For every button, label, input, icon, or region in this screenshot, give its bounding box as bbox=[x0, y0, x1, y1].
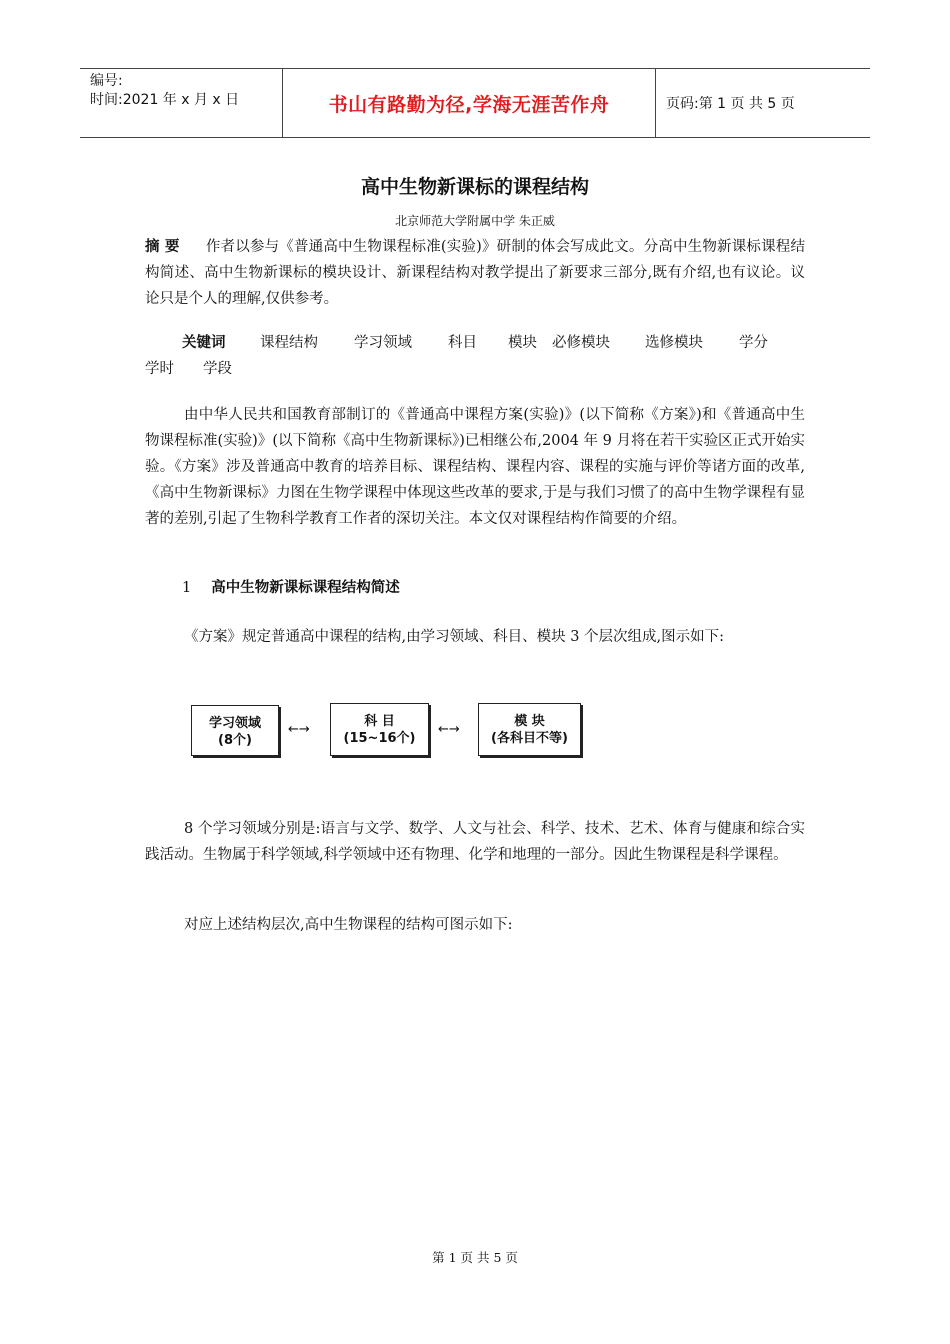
keyword-item: 学分 bbox=[739, 335, 768, 351]
section-paragraph: 对应上述结构层次,高中生物课程的结构可图示如下: bbox=[184, 917, 513, 933]
keyword-item: 学段 bbox=[203, 361, 232, 377]
double-arrow-icon: ←→ bbox=[438, 722, 460, 737]
keywords-row bbox=[145, 330, 825, 356]
box-count: (8个) bbox=[218, 733, 252, 748]
keyword-item: 模块 bbox=[508, 335, 537, 351]
author-line: 北京师范大学附属中学 朱正威 bbox=[395, 214, 555, 228]
keywords-label: 关键词 bbox=[182, 335, 226, 351]
intro-paragraph: 由中华人民共和国教育部制订的《普通高中课程方案(实验)》(以下简称《方案》)和《普通高中生物课程标准(实验)》(以下简称《高中生物新课标》)已相继公布,2004 年 9 月将在若干实验区正式开始实验。《方案》涉及普通高中教育的培养目标、课程结构、课程内容、课程的实施与评价等诸方面的改革,《高中生物新课标》力图在生物学课程中体现这些改革的要求,于是与我们习惯了的高中生物学课程有显著的差别,引起了生物科学教育工作者的深切关注。本文仅对课程结构作简要的介绍。 bbox=[145, 407, 805, 527]
header-meta bbox=[80, 69, 282, 137]
box-title: 科 目 bbox=[364, 714, 395, 729]
keyword-item: 科目 bbox=[448, 335, 477, 351]
abstract-label: 摘 要 bbox=[145, 239, 180, 255]
page-info: 页码:第 1 页 共 5 页 bbox=[666, 96, 795, 112]
box-title: 模 块 bbox=[514, 714, 545, 729]
abstract-paragraph bbox=[145, 234, 805, 312]
number-label: 编号: bbox=[90, 73, 123, 89]
time-label: 时间:2021 年 x 月 x 日 bbox=[90, 92, 240, 108]
abstract-text: 作者以参与《普通高中生物课程标准(实验)》研制的体会写成此文。分高中生物新课标课程结构简述、高中生物新课标的模块设计、新课程结构对教学提出了新要求三部分,既有介绍,也有议论。议论只是个人的理解,仅供参考。 bbox=[145, 239, 805, 307]
box-count: (15~16个) bbox=[343, 731, 416, 746]
keyword-item: 必修模块 bbox=[552, 335, 610, 351]
box-count: (各科目不等) bbox=[491, 731, 568, 746]
keyword-item: 选修模块 bbox=[645, 335, 703, 351]
diagram-box-subject bbox=[330, 703, 429, 756]
page-title: 高中生物新课标的课程结构 bbox=[360, 176, 589, 198]
keyword-item: 学习领域 bbox=[354, 335, 412, 351]
page-footer: 第 1 页 共 5 页 bbox=[432, 1250, 518, 1265]
header-table bbox=[80, 68, 870, 138]
diagram-box-learning-area bbox=[191, 705, 279, 756]
keyword-item: 课程结构 bbox=[260, 335, 318, 351]
section-paragraph: 《方案》规定普通高中课程的结构,由学习领域、科目、模块 3 个层次组成,图示如下: bbox=[184, 629, 725, 645]
section-title: 高中生物新课标课程结构简述 bbox=[211, 580, 400, 596]
box-title: 学习领域 bbox=[208, 716, 261, 731]
double-arrow-icon: ←→ bbox=[288, 722, 310, 737]
keywords-row-2 bbox=[145, 356, 825, 382]
diagram-box-module bbox=[478, 703, 581, 756]
motto: 书山有路勤为径,学海无涯苦作舟 bbox=[282, 69, 656, 137]
section-number: 1 bbox=[182, 580, 192, 596]
keyword-item: 学时 bbox=[145, 361, 174, 377]
section-paragraph: 8 个学习领域分别是:语言与文学、数学、人文与社会、科学、技术、艺术、体育与健康和综合实践活动。生物属于科学领域,科学领域中还有物理、化学和地理的一部分。因此生物课程是科学课程。 bbox=[145, 821, 805, 863]
section-heading bbox=[182, 576, 400, 597]
